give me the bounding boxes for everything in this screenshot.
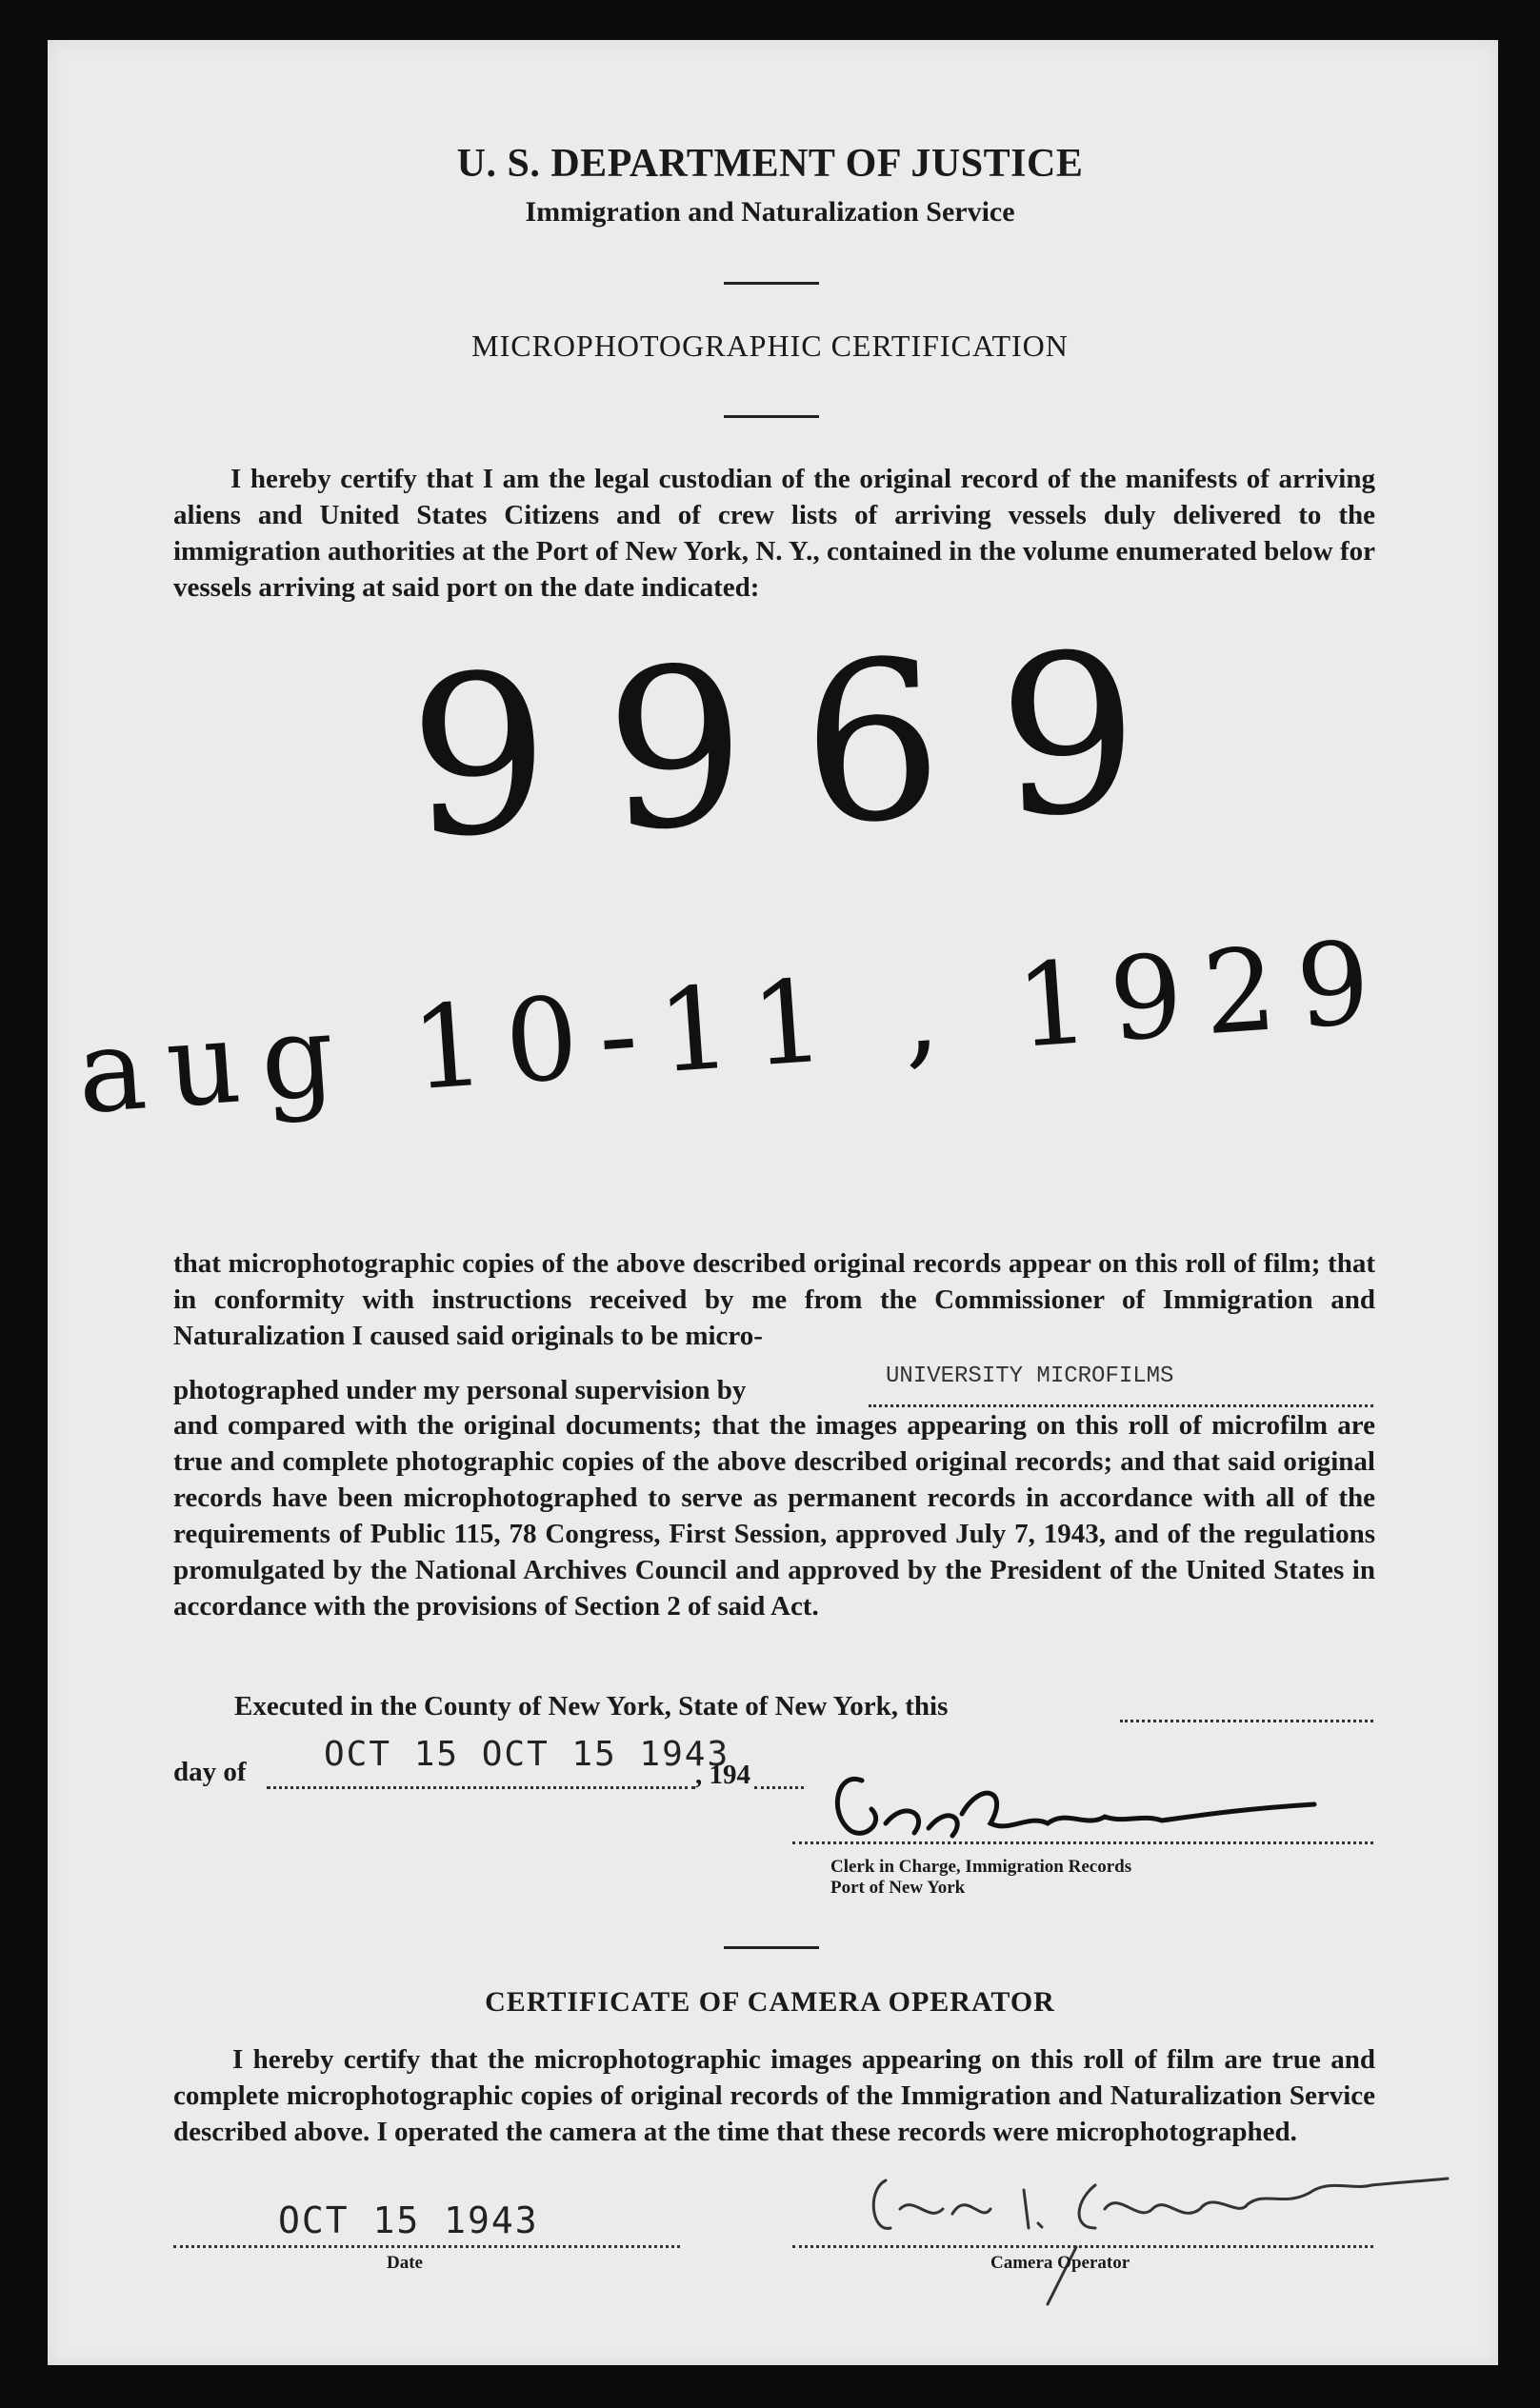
clerk-title: Clerk in Charge, Immigration Records (830, 1857, 1132, 1877)
date-label: Date (387, 2253, 423, 2273)
camera-certificate-text: I hereby certify that the microphotographic images appearing on this roll of film are true and complete microphotographic copies of original records of the Immigration and Naturalization Service described above. I operated the camera at the time that these records were microphotographed. (173, 2044, 1375, 2147)
department-title: U. S. DEPARTMENT OF JUSTICE (456, 142, 1084, 186)
camera-certificate-heading: CERTIFICATE OF CAMERA OPERATOR (485, 1986, 1055, 2018)
date-stamp: OCT 15 OCT 15 1943 (324, 1735, 730, 1774)
certification-body-2: and compared with the original documents; that the images appearing on this roll of microfilm are true and complete photographic copies of the above described original records; and that said original records have been microphotographed to serve as permanent records in accordance with all of the requirements of Public 115, 78 Congress, First Session, approved July 7, 1943, and of the regulations promulgated by the National Archives Council and approved by the President of the United States in accordance with the provisions of Section 2 of said Act. (173, 1410, 1375, 1622)
camera-operator-label: Camera Operator (990, 2253, 1130, 2273)
certification-intro: I hereby certify that I am the legal custodian of the original record of the manifests of arriving aliens and United States Citizens and of crew lists of arriving vessels duly delivered to the immigration authorities at the Port of New York, N. Y., contained in the volume enumerated below for vessels arriving at said port on the date indicated: (173, 464, 1375, 603)
clerk-office: Port of New York (830, 1878, 966, 1898)
year-prefix: , 194 (695, 1760, 750, 1790)
certification-body-1: that microphotographic copies of the above described original records appear on this roll of film; that in conformity with instructions received by me from the Commissioner of Immigration and Naturalization I caused said originals to be micro- (173, 1248, 1375, 1351)
certification-heading: MICROPHOTOGRAPHIC CERTIFICATION (471, 328, 1069, 363)
camera-date-stamp: OCT 15 1943 (278, 2199, 539, 2241)
supervision-line: photographed under my personal supervision by (173, 1375, 747, 1405)
executed-line: Executed in the County of New York, State of New York, this (234, 1691, 949, 1721)
service-subtitle: Immigration and Naturalization Service (525, 196, 1015, 228)
day-of-label: day of (173, 1757, 247, 1787)
handwritten-arrival-date: aug 10-11 , 1929 (72, 915, 1395, 1141)
supervisor-typed-name: UNIVERSITY MICROFILMS (886, 1363, 1174, 1389)
handwritten-volume-number: 9969 (405, 605, 1200, 887)
